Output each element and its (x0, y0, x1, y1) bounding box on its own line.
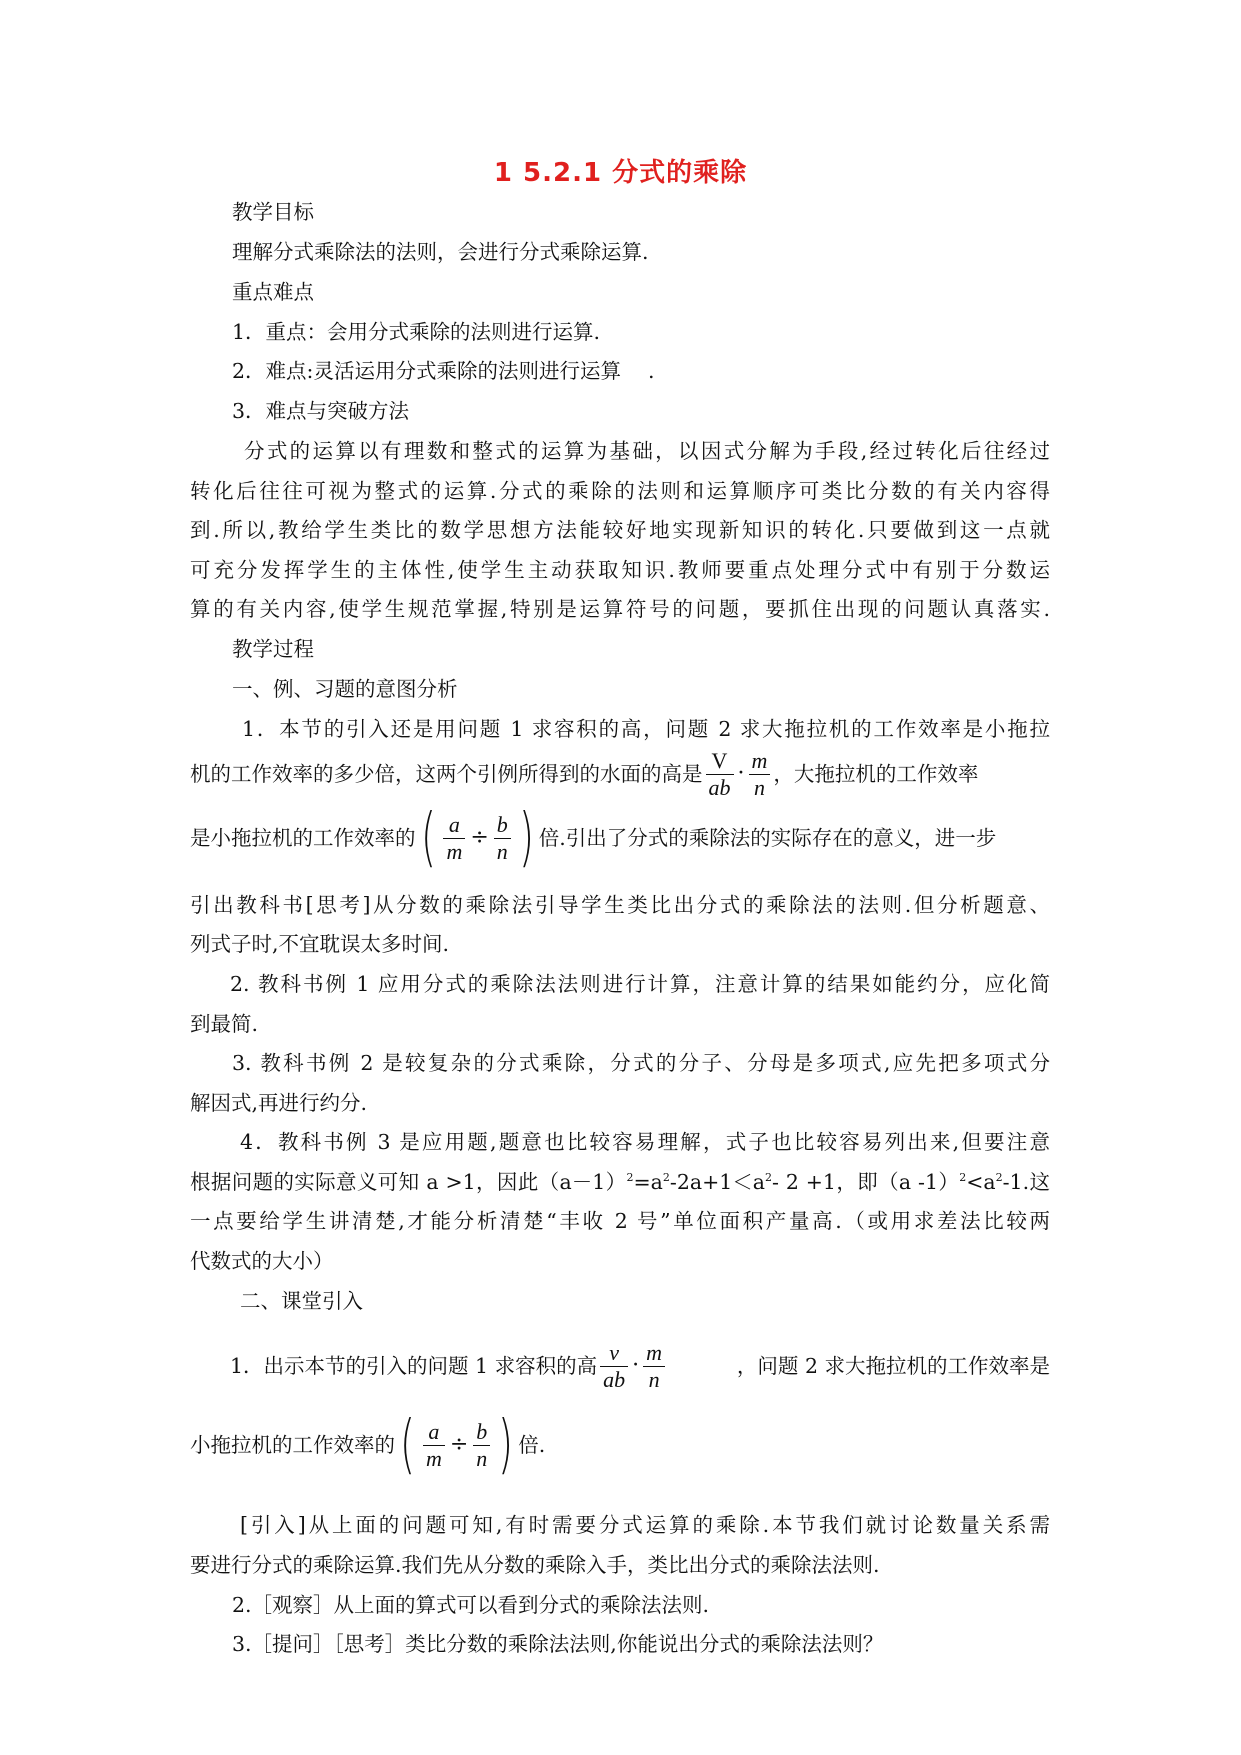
process-heading: 教学过程 (232, 637, 314, 661)
fraction-m-over-n (749, 748, 771, 800)
s1-item3-line: 解因式,再进行约分. (190, 1091, 368, 1115)
denominator: n (648, 1366, 660, 1392)
key-heading: 重点难点 (232, 280, 314, 304)
right-paren: ) (518, 801, 534, 875)
text-span: <a (966, 1170, 996, 1194)
parenthesized-expression (395, 1408, 518, 1482)
s2-item1-line-with-formula (190, 1405, 545, 1485)
s2-item1-line-with-formula (230, 1330, 1050, 1402)
para1-line: 分式的运算以有理数和整式的运算为基础，以因式分解为手段,经过转化后往经过 (244, 439, 1050, 463)
fraction-V-over-ab (706, 748, 734, 800)
fraction-b-over-n (494, 812, 511, 864)
superscript: 2 (662, 1171, 670, 1185)
page-title: 1 5.2.1 分式的乘除 (493, 158, 748, 188)
denominator: ab (708, 774, 731, 800)
fraction-b-over-n (473, 1419, 490, 1471)
intro-para-line: 要进行分式的乘除运算.我们先从分数的乘除入手，类比出分式的乘除法法则. (190, 1553, 880, 1577)
text-span: 是小拖拉机的工作效率的 (190, 825, 416, 850)
numerator: V (706, 748, 734, 774)
fraction-m-over-n (643, 1340, 665, 1392)
denominator: n (476, 1445, 488, 1471)
right-paren: ) (498, 1408, 514, 1482)
section2-heading: 二、课堂引入 (240, 1289, 363, 1313)
numerator: m (643, 1340, 665, 1366)
divide-sign: ÷ (449, 1431, 469, 1457)
para1-line: 可充分发挥学生的主体性,使学生主动获取知识.教师要重点处理分式中有别于分数运 (190, 558, 1050, 582)
intro-para-line: [引入]从上面的问题可知,有时需要分式运算的乘除.本节我们就讨论数量关系需 (240, 1513, 1050, 1537)
s1-item1-line: 1．本节的引入还是用问题 1 求容积的高，问题 2 求大拖拉机的工作效率是小拖拉 (242, 717, 1050, 741)
text-span: 1．出示本节的引入的问题 1 求容积的高 (230, 1353, 598, 1378)
numerator: b (473, 1419, 490, 1445)
key-item-3: 3．难点与突破方法 (232, 399, 410, 423)
numerator: a (443, 812, 465, 838)
s1-item4-line-with-math (190, 1170, 1050, 1195)
s2-item3: 3.［提问］［思考］类比分数的乘除法法则,你能说出分式的乘除法法则？ (232, 1632, 884, 1656)
denominator: ab (603, 1366, 626, 1392)
s1-item3-line: 3. 教科书例 2 是较复杂的分式乘除，分式的分子、分母是多项式,应先把多项式分 (232, 1051, 1050, 1075)
numerator: m (749, 748, 771, 774)
s1-item1-line: 列式子时,不宜耽误太多时间. (190, 932, 450, 956)
text-span: 根据问题的实际意义可知 a >1，因此（a－1） (190, 1170, 627, 1194)
s1-item4-line: 一点要给学生讲清楚,才能分析清楚“丰收 2 号”单位面积产量高.（或用求差法比较两 (190, 1209, 1050, 1233)
text-span: 小拖拉机的工作效率的 (190, 1432, 395, 1457)
objectives-text: 理解分式乘除法的法则，会进行分式乘除运算. (232, 240, 649, 264)
s1-item4-line: 4．教科书例 3 是应用题,题意也比较容易理解，式子也比较容易列出来,但要注意 (240, 1130, 1050, 1154)
s1-item1-line-with-formula (190, 798, 996, 878)
text-span: - 2 +1，即（a -1） (772, 1170, 960, 1194)
text-span: 机的工作效率的多少倍，这两个引例所得到的水面的高是 (190, 761, 703, 786)
s1-item4-line: 代数式的大小） (190, 1249, 334, 1273)
para1-line: 算的有关内容,使学生规范掌握,特别是运算符号的问题，要抓住出现的问题认真落实. (190, 597, 1050, 621)
multiply-dot: · (737, 760, 745, 786)
s1-item2-line: 到最简. (190, 1012, 259, 1036)
numerator: v (600, 1340, 628, 1366)
denominator: n (753, 774, 765, 800)
superscript: 2 (765, 1171, 773, 1185)
numerator: a (423, 1419, 445, 1445)
superscript: 2 (959, 1171, 967, 1185)
denominator: m (425, 1445, 442, 1471)
divide-sign: ÷ (470, 824, 489, 850)
s1-item2-line: 2. 教科书例 1 应用分式的乘除法法则进行计算，注意计算的结果如能约分，应化简 (230, 972, 1050, 996)
fraction-a-over-m (423, 1419, 445, 1471)
s2-item2: 2.［观察］从上面的算式可以看到分式的乘除法法则. (232, 1593, 710, 1617)
para1-line: 转化后往往可视为整式的运算.分式的乘除的法则和运算顺序可类比分数的有关内容得 (190, 479, 1050, 503)
para1-line: 到.所以,教给学生类比的数学思想方法能较好地实现新知识的转化.只要做到这一点就 (190, 518, 1050, 542)
text-span: 倍. (518, 1432, 546, 1457)
parenthesized-expression (416, 801, 539, 875)
section1-heading: 一、例、习题的意图分析 (232, 677, 458, 701)
multiply-dot: · (632, 1352, 640, 1378)
objectives-heading: 教学目标 (232, 200, 314, 224)
key-item-1: 1．重点：会用分式乘除的法则进行运算. (232, 320, 601, 344)
text-span: =a (633, 1170, 663, 1194)
text-span: 倍.引出了分式的乘除法的实际存在的意义，进一步 (538, 825, 997, 850)
key-item-2: 2．难点:灵活运用分式乘除的法则进行运算 . (232, 359, 655, 383)
text-span: -1.这 (1002, 1170, 1050, 1194)
text-span: ，问题 2 求大拖拉机的工作效率是 (736, 1353, 1050, 1378)
superscript: 2 (626, 1171, 634, 1185)
text-span: ，大拖拉机的工作效率 (773, 761, 979, 786)
numerator: b (494, 812, 511, 838)
denominator: m (446, 838, 463, 864)
denominator: n (496, 838, 508, 864)
left-paren: ( (420, 801, 436, 875)
s1-item1-line: 引出教科书[思考]从分数的乘除法引导学生类比出分式的乘除法的法则.但分析题意、 (190, 893, 1050, 917)
superscript: 2 (995, 1171, 1003, 1185)
left-paren: ( (399, 1408, 415, 1482)
fraction-a-over-m (443, 812, 465, 864)
fraction-v-over-ab (600, 1340, 628, 1392)
text-span: -2a+1＜a (669, 1170, 766, 1194)
formula-group (230, 1340, 668, 1392)
